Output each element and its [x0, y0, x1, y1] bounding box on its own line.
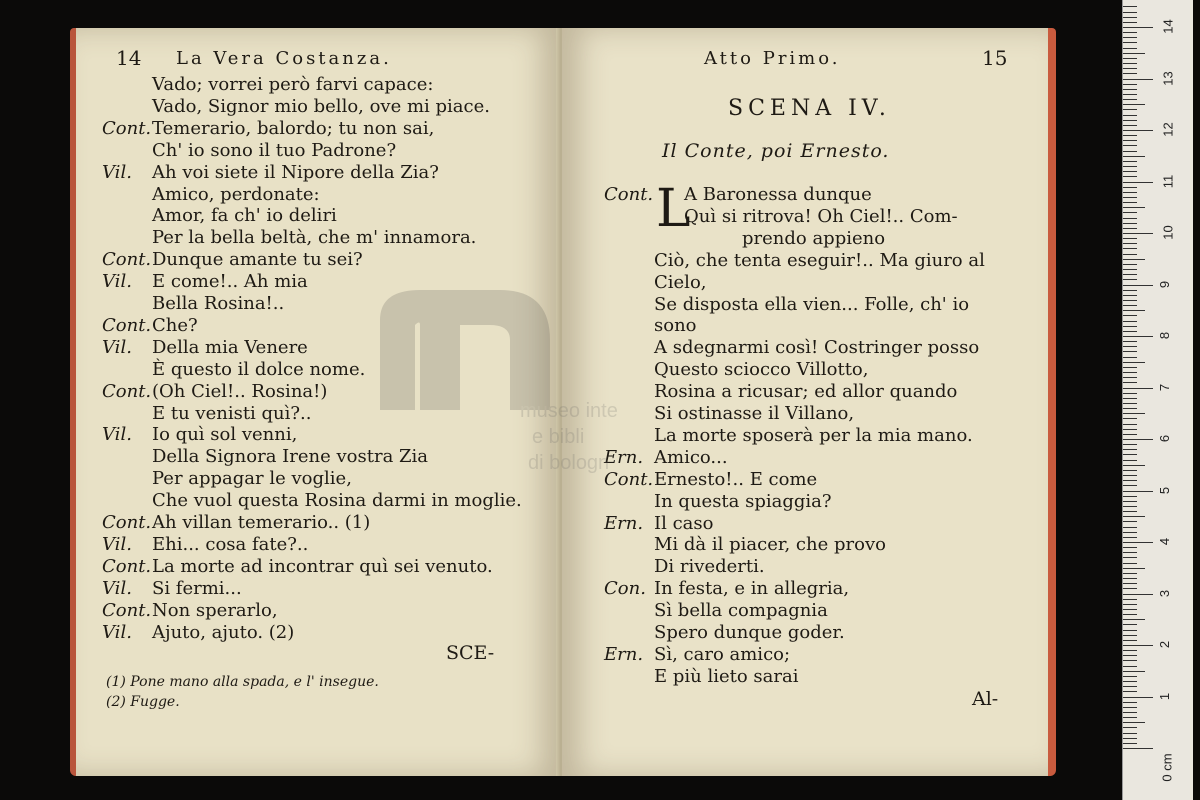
- verse-line: A Baronessa dunque: [684, 184, 872, 205]
- verse-line: La morte sposerà per la mia mano.: [654, 424, 973, 446]
- verse-line: E tu venisti quì?..: [152, 402, 312, 424]
- verse-line: Temerario, balordo; tu non sai,: [152, 117, 435, 139]
- verse-line: prendo appieno: [742, 227, 886, 249]
- verse-line: E come!.. Ah mia: [152, 271, 308, 293]
- ruler-number: 2: [1157, 640, 1173, 649]
- ruler-tick: [1123, 738, 1137, 739]
- ruler-tick: [1123, 424, 1137, 425]
- ruler-tick: [1123, 351, 1137, 352]
- ruler-tick: [1123, 388, 1153, 389]
- ruler-number: 11: [1160, 174, 1176, 188]
- ruler-tick: [1123, 171, 1137, 172]
- verse-line: Che vuol questa Rosina darmi in moglie.: [152, 490, 522, 512]
- ruler-tick: [1123, 666, 1137, 667]
- ruler-tick: [1123, 362, 1145, 363]
- ruler-tick: [1123, 212, 1137, 213]
- left-running-head: La Vera Costanza.: [176, 48, 392, 69]
- ruler-tick: [1123, 630, 1137, 631]
- ruler-tick: [1123, 233, 1153, 234]
- ruler-tick: [1123, 748, 1153, 749]
- ruler-tick: [1123, 501, 1137, 502]
- ruler-tick: [1123, 434, 1137, 435]
- ruler-tick: [1123, 73, 1137, 74]
- ruler-tick: [1123, 192, 1137, 193]
- ruler-tick: [1123, 532, 1137, 533]
- measuring-ruler: [1122, 0, 1193, 800]
- right-running-head: Atto Primo.: [704, 48, 841, 69]
- ruler-tick: [1123, 439, 1153, 440]
- ruler-tick: [1123, 12, 1137, 13]
- ruler-tick: [1123, 578, 1137, 579]
- ruler-number: 5: [1157, 486, 1173, 494]
- ruler-tick: [1123, 552, 1137, 553]
- verse-line: Vado, Signor mio bello, ove mi piace.: [152, 95, 490, 117]
- ruler-tick: [1123, 269, 1137, 270]
- speaker-label: Cont.: [102, 117, 152, 139]
- verse-line: sono: [654, 315, 697, 337]
- ruler-tick: [1123, 331, 1137, 332]
- verse-line: Rosina a ricusar; ed allor quando: [654, 381, 958, 403]
- ruler-tick: [1123, 449, 1137, 450]
- ruler-tick: [1123, 223, 1137, 224]
- ruler-tick: [1123, 310, 1145, 311]
- ruler-tick: [1123, 115, 1137, 116]
- ruler-tick: [1123, 691, 1137, 692]
- ruler-tick: [1123, 197, 1137, 198]
- speaker-label: Vil.: [102, 533, 132, 555]
- speaker-label: Ern.: [604, 446, 644, 468]
- ruler-tick: [1123, 645, 1153, 646]
- ruler-tick: [1123, 619, 1145, 620]
- verse-line: Vado; vorrei però farvi capace:: [152, 74, 434, 95]
- verse-line: Della Signora Irene vostra Zia: [152, 446, 429, 468]
- verse-line: Mi dà il piacer, che provo: [654, 534, 886, 556]
- footnote-1: (1) Pone mano alla spada, e l' insegue.: [106, 674, 379, 690]
- ruler-tick: [1123, 135, 1137, 136]
- ruler-tick: [1123, 274, 1137, 275]
- scene-title: SCENA IV.: [728, 96, 891, 121]
- ruler-tick: [1123, 702, 1137, 703]
- right-page: [562, 28, 1056, 776]
- ruler-tick: [1123, 681, 1137, 682]
- ruler-number: 12: [1160, 122, 1176, 137]
- ruler-tick: [1123, 176, 1137, 177]
- ruler-number: 13: [1160, 70, 1176, 86]
- ruler-tick: [1123, 336, 1153, 337]
- verse-line: Ch' io sono il tuo Padrone?: [152, 139, 397, 161]
- speaker-label: Vil.: [102, 271, 132, 293]
- ruler-tick: [1123, 130, 1153, 131]
- verse-line: Si fermi...: [152, 577, 242, 599]
- ruler-tick: [1123, 99, 1137, 100]
- verse-line: Sì, caro amico;: [654, 643, 791, 665]
- ruler-tick: [1123, 48, 1137, 49]
- left-catchword: SCE-: [446, 642, 495, 664]
- ruler-tick: [1123, 218, 1137, 219]
- verse-line: Si ostinasse il Villano,: [654, 403, 855, 424]
- right-page-number: 15: [982, 46, 1008, 70]
- ruler-tick: [1123, 537, 1137, 538]
- ruler-tick: [1123, 475, 1137, 476]
- ruler-tick: [1123, 594, 1153, 595]
- ruler-tick: [1123, 604, 1137, 605]
- verse-line: La morte ad incontrar quì sei venuto.: [152, 555, 493, 577]
- ruler-tick: [1123, 295, 1137, 296]
- verse-line: Che?: [152, 314, 198, 336]
- speaker-label: Ern.: [604, 512, 644, 534]
- ruler-tick: [1123, 156, 1145, 157]
- ruler-tick: [1123, 727, 1137, 728]
- ruler-tick: [1123, 238, 1137, 239]
- verse-line: E più lieto sarai: [654, 665, 799, 687]
- speaker-label: Vil.: [102, 577, 132, 599]
- ruler-tick: [1123, 547, 1137, 548]
- verse-line: (Oh Ciel!.. Rosina!): [152, 380, 328, 402]
- ruler-tick: [1123, 511, 1137, 512]
- ruler-tick: [1123, 521, 1137, 522]
- verse-line: A sdegnarmi così! Costringer posso: [654, 337, 980, 359]
- ruler-tick: [1123, 413, 1145, 414]
- ruler-tick: [1123, 686, 1137, 687]
- right-catchword: Al-: [972, 688, 999, 710]
- ruler-tick: [1123, 454, 1137, 455]
- speaker-label: Vil.: [102, 424, 132, 446]
- verse-line: Per la bella beltà, che m' innamora.: [152, 227, 477, 249]
- ruler-number: 4: [1157, 537, 1173, 546]
- ruler-number: 8: [1157, 331, 1173, 340]
- ruler-tick: [1123, 599, 1137, 600]
- ruler-tick: [1123, 248, 1137, 249]
- ruler-number: 7: [1157, 383, 1173, 391]
- verse-line: È questo il dolce nome.: [152, 358, 366, 380]
- ruler-tick: [1123, 372, 1137, 373]
- ruler-tick: [1123, 125, 1137, 126]
- ruler-tick: [1123, 22, 1137, 23]
- ruler-tick: [1123, 27, 1153, 28]
- ruler-tick: [1123, 315, 1137, 316]
- verse-line: Cielo,: [654, 271, 707, 293]
- speaker-label: Cont.: [102, 380, 152, 402]
- ruler-tick: [1123, 326, 1137, 327]
- verse-line: Io quì sol venni,: [152, 424, 298, 446]
- speaker-label: Con.: [604, 578, 646, 600]
- ruler-tick: [1123, 140, 1137, 141]
- ruler-number: 14: [1160, 19, 1176, 34]
- ruler-tick: [1123, 733, 1137, 734]
- ruler-tick: [1123, 42, 1137, 43]
- ruler-tick: [1123, 187, 1137, 188]
- ruler-tick: [1123, 429, 1137, 430]
- ruler-tick: [1123, 408, 1137, 409]
- ruler-tick: [1123, 398, 1137, 399]
- ruler-tick: [1123, 573, 1137, 574]
- verse-line: Ernesto!.. E come: [654, 468, 818, 490]
- ruler-tick: [1123, 480, 1137, 481]
- ruler-tick: [1123, 697, 1153, 698]
- ruler-tick: [1123, 32, 1137, 33]
- ruler-tick: [1123, 377, 1137, 378]
- ruler-tick: [1123, 53, 1145, 54]
- ruler-number: 10: [1160, 225, 1176, 240]
- verse-line: Quì si ritrova! Oh Ciel!.. Com-: [684, 205, 958, 227]
- ruler-tick: [1123, 357, 1137, 358]
- ruler-tick: [1123, 516, 1145, 517]
- footnote-2: (2) Fugge.: [106, 694, 180, 710]
- ruler-tick: [1123, 382, 1137, 383]
- ruler-tick: [1123, 470, 1137, 471]
- ruler-tick: [1123, 300, 1137, 301]
- ruler-tick: [1123, 496, 1137, 497]
- speaker-label: Cont.: [102, 249, 152, 271]
- verse-line: Dunque amante tu sei?: [152, 249, 363, 271]
- ruler-tick: [1123, 712, 1137, 713]
- ruler-tick: [1123, 151, 1137, 152]
- ruler-unit-label: 0 cm: [1159, 753, 1175, 782]
- ruler-tick: [1123, 89, 1137, 90]
- ruler-tick: [1123, 418, 1137, 419]
- verse-line: Amico, perdonate:: [152, 183, 320, 205]
- ruler-tick: [1123, 254, 1137, 255]
- ruler-tick: [1123, 259, 1145, 260]
- ruler-tick: [1123, 403, 1137, 404]
- ruler-tick: [1123, 166, 1137, 167]
- verse-line: In festa, e in allegria,: [654, 578, 850, 600]
- ruler-tick: [1123, 444, 1137, 445]
- ruler-tick: [1123, 228, 1137, 229]
- ruler-tick: [1123, 722, 1145, 723]
- verse-line: Ehi... cosa fate?..: [152, 533, 309, 555]
- ruler-tick: [1123, 485, 1137, 486]
- ruler-tick: [1123, 717, 1137, 718]
- ruler-tick: [1123, 640, 1137, 641]
- ruler-tick: [1123, 542, 1153, 543]
- ruler-tick: [1123, 346, 1137, 347]
- verse-line: Ah villan temerario.. (1): [152, 512, 371, 533]
- ruler-tick: [1123, 676, 1137, 677]
- ruler-tick: [1123, 367, 1137, 368]
- ruler-tick: [1123, 94, 1137, 95]
- verse-line: Se disposta ella vien... Folle, ch' io: [654, 293, 970, 315]
- verse-line: Ajuto, ajuto. (2): [152, 621, 295, 643]
- ruler-number: 9: [1157, 280, 1173, 288]
- ruler-tick: [1123, 84, 1137, 85]
- ruler-tick: [1123, 161, 1137, 162]
- ruler-tick: [1123, 465, 1145, 466]
- ruler-tick: [1123, 506, 1137, 507]
- left-page-number: 14: [116, 46, 142, 70]
- speaker-label: Cont.: [102, 314, 152, 336]
- ruler-tick: [1123, 104, 1145, 105]
- verse-line: Bella Rosina!..: [152, 293, 285, 314]
- verse-line: Di rivederti.: [654, 556, 765, 578]
- verse-line: Amor, fa ch' io deliri: [152, 205, 337, 227]
- ruler-number: 3: [1157, 589, 1173, 597]
- ruler-tick: [1123, 491, 1153, 492]
- ruler-tick: [1123, 120, 1137, 121]
- ruler-tick: [1123, 588, 1137, 589]
- ruler-tick: [1123, 341, 1137, 342]
- verse-line: Il caso: [654, 512, 714, 534]
- speaker-label: Ern.: [604, 643, 644, 665]
- verse-line: Questo sciocco Villotto,: [654, 359, 869, 381]
- verse-line: In questa spiaggia?: [654, 490, 832, 512]
- ruler-number: 6: [1157, 434, 1173, 443]
- ruler-tick: [1123, 279, 1137, 280]
- left-page: [70, 28, 560, 776]
- speaker-label: Vil.: [102, 161, 132, 183]
- ruler-tick: [1123, 145, 1137, 146]
- ruler-tick: [1123, 207, 1145, 208]
- ruler-tick: [1123, 563, 1137, 564]
- ruler-tick: [1123, 321, 1137, 322]
- ruler-tick: [1123, 17, 1137, 18]
- ruler-tick: [1123, 290, 1137, 291]
- ruler-tick: [1123, 393, 1137, 394]
- verse-line: Non sperarlo,: [152, 599, 278, 621]
- ruler-tick: [1123, 305, 1137, 306]
- ruler-tick: [1123, 655, 1137, 656]
- ruler-tick: [1123, 182, 1153, 183]
- ruler-tick: [1123, 624, 1137, 625]
- speaker-label: Cont.: [102, 555, 152, 577]
- ruler-tick: [1123, 79, 1153, 80]
- ruler-tick: [1123, 568, 1145, 569]
- ruler-tick: [1123, 609, 1137, 610]
- ruler-tick: [1123, 614, 1137, 615]
- verse-line: Ah voi siete il Nipore della Zia?: [152, 161, 439, 183]
- ruler-tick: [1123, 527, 1137, 528]
- scene-subtitle: Il Conte, poi Ernesto.: [662, 140, 890, 162]
- speaker-label: Cont.: [604, 468, 654, 490]
- ruler-tick: [1123, 460, 1137, 461]
- ruler-number: 1: [1157, 692, 1173, 700]
- ruler-tick: [1123, 660, 1137, 661]
- speaker-label: Cont.: [102, 512, 152, 533]
- ruler-tick: [1123, 264, 1137, 265]
- verse-line: Amico...: [654, 446, 728, 468]
- ruler-tick: [1123, 243, 1137, 244]
- verse-line: Per appagar le voglie,: [152, 468, 352, 490]
- ruler-tick: [1123, 37, 1137, 38]
- speaker-label: Vil.: [102, 621, 132, 643]
- verse-line: Spero dunque goder.: [654, 622, 845, 643]
- ruler-tick: [1123, 202, 1137, 203]
- drop-cap: L: [656, 179, 691, 239]
- ruler-tick: [1123, 68, 1137, 69]
- verse-line: Ciò, che tenta eseguir!.. Ma giuro al: [654, 249, 985, 271]
- verse-line: Sì bella compagnia: [654, 600, 828, 622]
- ruler-tick: [1123, 63, 1137, 64]
- speaker-label: Cont.: [102, 599, 152, 621]
- ruler-tick: [1123, 285, 1153, 286]
- verse-line: Della mia Venere: [152, 336, 308, 358]
- ruler-tick: [1123, 650, 1137, 651]
- ruler-tick: [1123, 58, 1137, 59]
- ruler-tick: [1123, 583, 1137, 584]
- ruler-tick: [1123, 671, 1145, 672]
- ruler-tick: [1123, 743, 1137, 744]
- ruler-tick: [1123, 635, 1137, 636]
- speaker-label: Cont.: [604, 184, 654, 205]
- ruler-tick: [1123, 557, 1137, 558]
- ruler-tick: [1123, 6, 1137, 7]
- ruler-tick: [1123, 707, 1137, 708]
- speaker-label: Vil.: [102, 336, 132, 358]
- ruler-tick: [1123, 109, 1137, 110]
